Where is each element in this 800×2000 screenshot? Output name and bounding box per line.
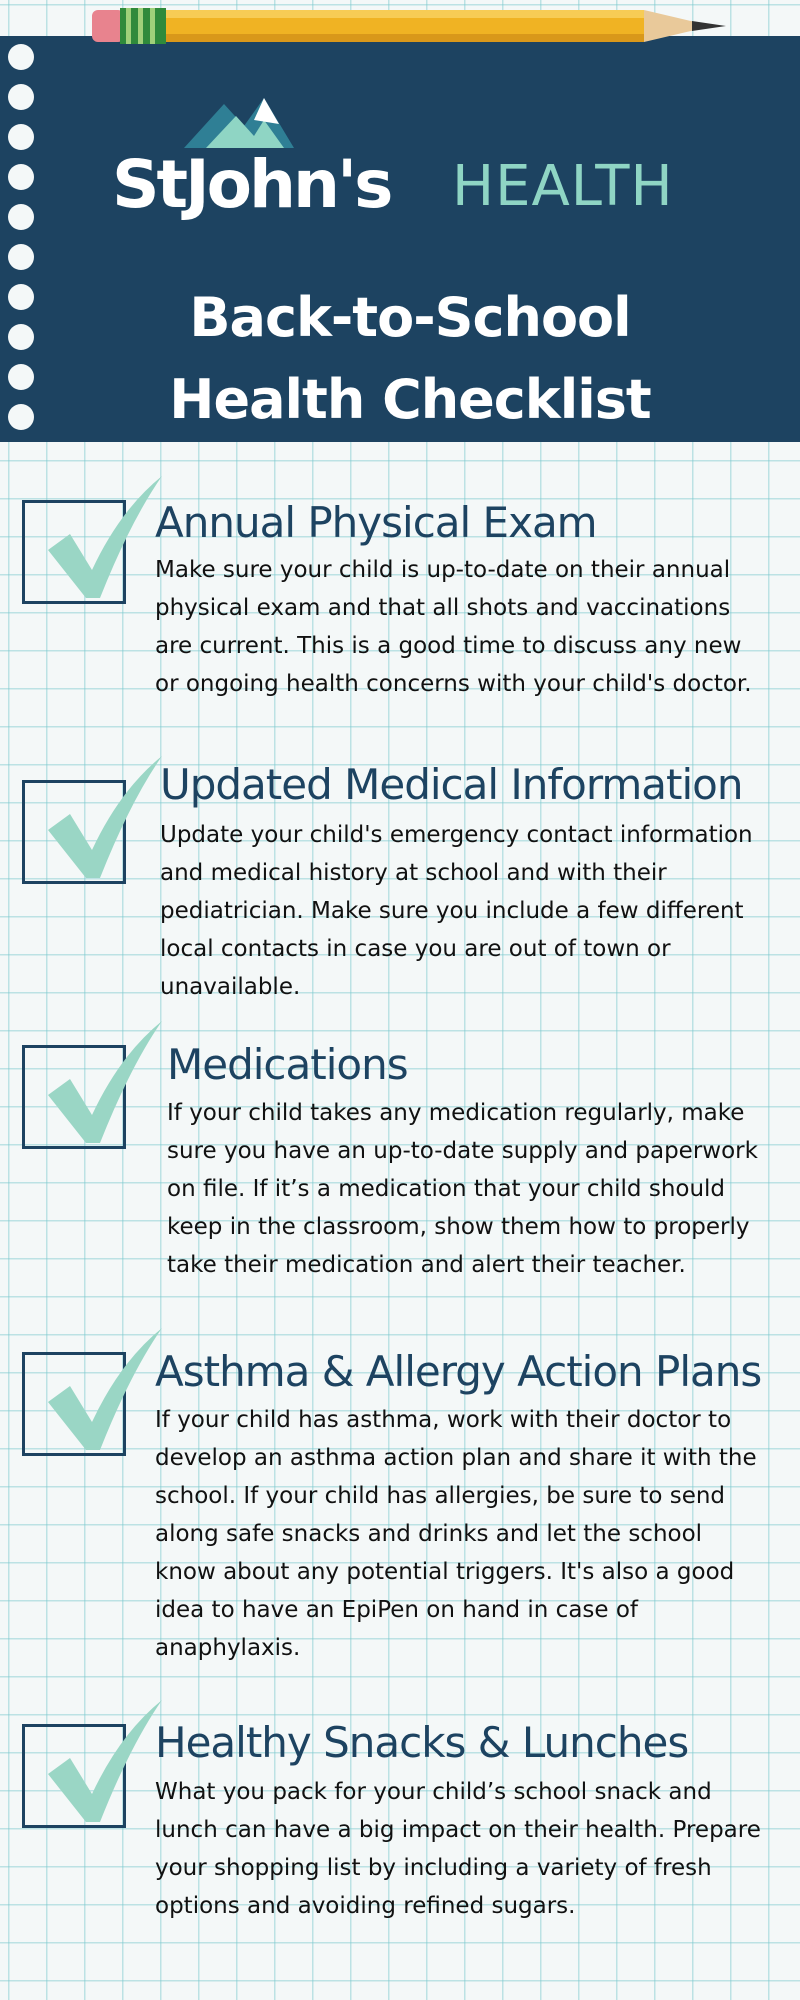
item-body: Update your child's emergency contact information and medical history at school and with their pediatrician. Make sure you include a few different local contacts in case you are out of town or unavailable.	[160, 822, 753, 1000]
binder-hole	[8, 244, 34, 270]
item-title: Updated Medical Information	[160, 760, 743, 809]
binder-hole	[8, 404, 34, 430]
checkmark-icon	[40, 1322, 170, 1452]
item-body: If your child has asthma, work with their doctor to develop an asthma action plan and share it with the school. If your child has allergies, be sure to send along safe snacks and drinks and let the school know about any potential triggers. It's also a good idea to have an EpiPen on hand in case of anaphylaxis.	[155, 1407, 757, 1661]
checkmark-icon	[40, 470, 170, 600]
mountain-logo-icon	[184, 90, 324, 150]
item-title: Medications	[167, 1040, 408, 1089]
binder-hole	[8, 284, 34, 310]
header-banner	[0, 36, 800, 442]
item-body: Make sure your child is up-to-date on their annual physical exam and that all shots and vaccinations are current. This is a good time to discuss any new or ongoing health concerns with your child's doctor.	[155, 557, 752, 697]
notebook-holes	[0, 36, 50, 442]
binder-hole	[8, 124, 34, 150]
logo-health-text: HEALTH	[452, 154, 674, 219]
page-title-line1: Back-to-School	[189, 286, 631, 349]
checkmark-icon	[40, 1694, 170, 1824]
binder-hole	[8, 324, 34, 350]
binder-hole	[8, 204, 34, 230]
page-title-line2: Health Checklist	[169, 368, 651, 431]
checkmark-icon	[40, 750, 170, 880]
binder-hole	[8, 364, 34, 390]
checkmark-icon	[40, 1015, 170, 1145]
item-title: Healthy Snacks & Lunches	[155, 1718, 689, 1767]
binder-hole	[8, 84, 34, 110]
item-body: If your child takes any medication regularly, make sure you have an up-to-date supply and paperwork on file. If it’s a medication that your child should keep in the classroom, show them how to properly take their medication and alert their teacher.	[167, 1100, 758, 1278]
st-johns-health-logo	[112, 90, 712, 270]
logo-wordmark: StJohn's	[112, 146, 391, 223]
pencil-icon	[92, 4, 732, 48]
item-body: What you pack for your child’s school snack and lunch can have a big impact on their health. Prepare your shopping list by including a variety of fresh options and avoiding refined sugars.	[155, 1779, 761, 1919]
binder-hole	[8, 164, 34, 190]
item-title: Annual Physical Exam	[155, 498, 597, 547]
binder-hole	[8, 44, 34, 70]
item-title: Asthma & Allergy Action Plans	[155, 1347, 762, 1396]
